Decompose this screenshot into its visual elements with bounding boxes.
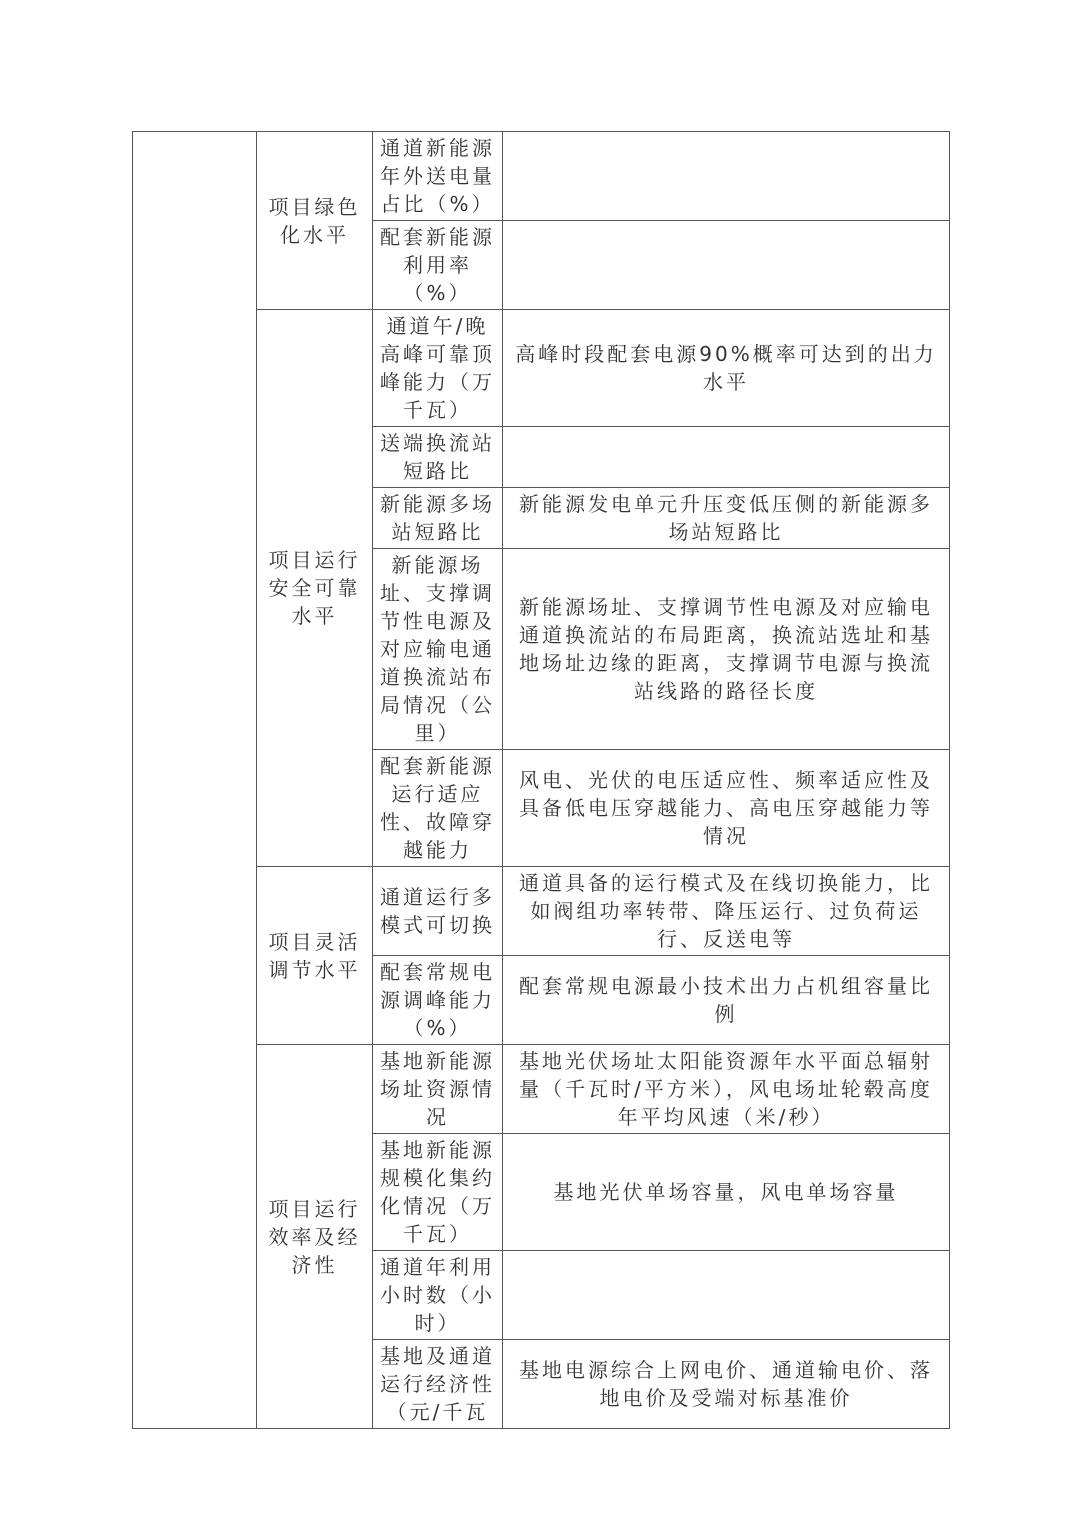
indicator-cell: 配套新能源利用率（%） [373, 221, 503, 310]
indicator-cell: 通道新能源年外送电量占比（%） [373, 132, 503, 221]
indicator-cell: 基地新能源规模化集约化情况（万千瓦） [373, 1134, 503, 1251]
description-cell: 新能源发电单元升压变低压侧的新能源多场站短路比 [503, 488, 950, 549]
indicator-cell: 基地及通道运行经济性（元/千瓦 [373, 1340, 503, 1429]
indicator-cell: 新能源场址、支撑调节性电源及对应输电通道换流站布局情况（公里） [373, 549, 503, 750]
table-row [133, 132, 950, 221]
description-cell: 风电、光伏的电压适应性、频率适应性及具备低电压穿越能力、高电压穿越能力等情况 [503, 750, 950, 867]
description-cell: 配套常规电源最小技术出力占机组容量比例 [503, 956, 950, 1045]
description-cell: 高峰时段配套电源90%概率可达到的出力水平 [503, 310, 950, 427]
indicator-cell: 配套常规电源调峰能力（%） [373, 956, 503, 1045]
category-cell: 项目运行安全可靠水平 [257, 310, 373, 867]
category-cell: 项目运行效率及经济性 [257, 1045, 373, 1429]
description-cell [503, 1251, 950, 1340]
indicator-cell: 新能源多场站短路比 [373, 488, 503, 549]
indicator-cell: 基地新能源场址资源情况 [373, 1045, 503, 1134]
indicator-cell: 通道运行多模式可切换 [373, 867, 503, 956]
description-cell: 基地电源综合上网电价、通道输电价、落地电价及受端对标基准价 [503, 1340, 950, 1429]
description-cell [503, 427, 950, 488]
category-cell: 项目绿色化水平 [257, 132, 373, 310]
evaluation-indicator-table [132, 131, 950, 1429]
indicator-cell: 通道年利用小时数（小时） [373, 1251, 503, 1340]
category-cell: 项目灵活调节水平 [257, 867, 373, 1045]
description-cell: 通道具备的运行模式及在线切换能力，比如阀组功率转带、降压运行、过负荷运行、反送电等 [503, 867, 950, 956]
description-cell [503, 221, 950, 310]
description-cell: 基地光伏单场容量，风电单场容量 [503, 1134, 950, 1251]
merged-blank-cell [133, 132, 257, 1429]
indicator-cell: 通道午/晚高峰可靠顶峰能力（万千瓦） [373, 310, 503, 427]
indicator-cell: 送端换流站短路比 [373, 427, 503, 488]
indicator-cell: 配套新能源运行适应性、故障穿越能力 [373, 750, 503, 867]
description-cell: 新能源场址、支撑调节性电源及对应输电通道换流站的布局距离，换流站选址和基地场址边缘的距离，支撑调节电源与换流站线路的路径长度 [503, 549, 950, 750]
description-cell [503, 132, 950, 221]
description-cell: 基地光伏场址太阳能资源年水平面总辐射量（千瓦时/平方米），风电场址轮毂高度年平均风速（米/秒） [503, 1045, 950, 1134]
